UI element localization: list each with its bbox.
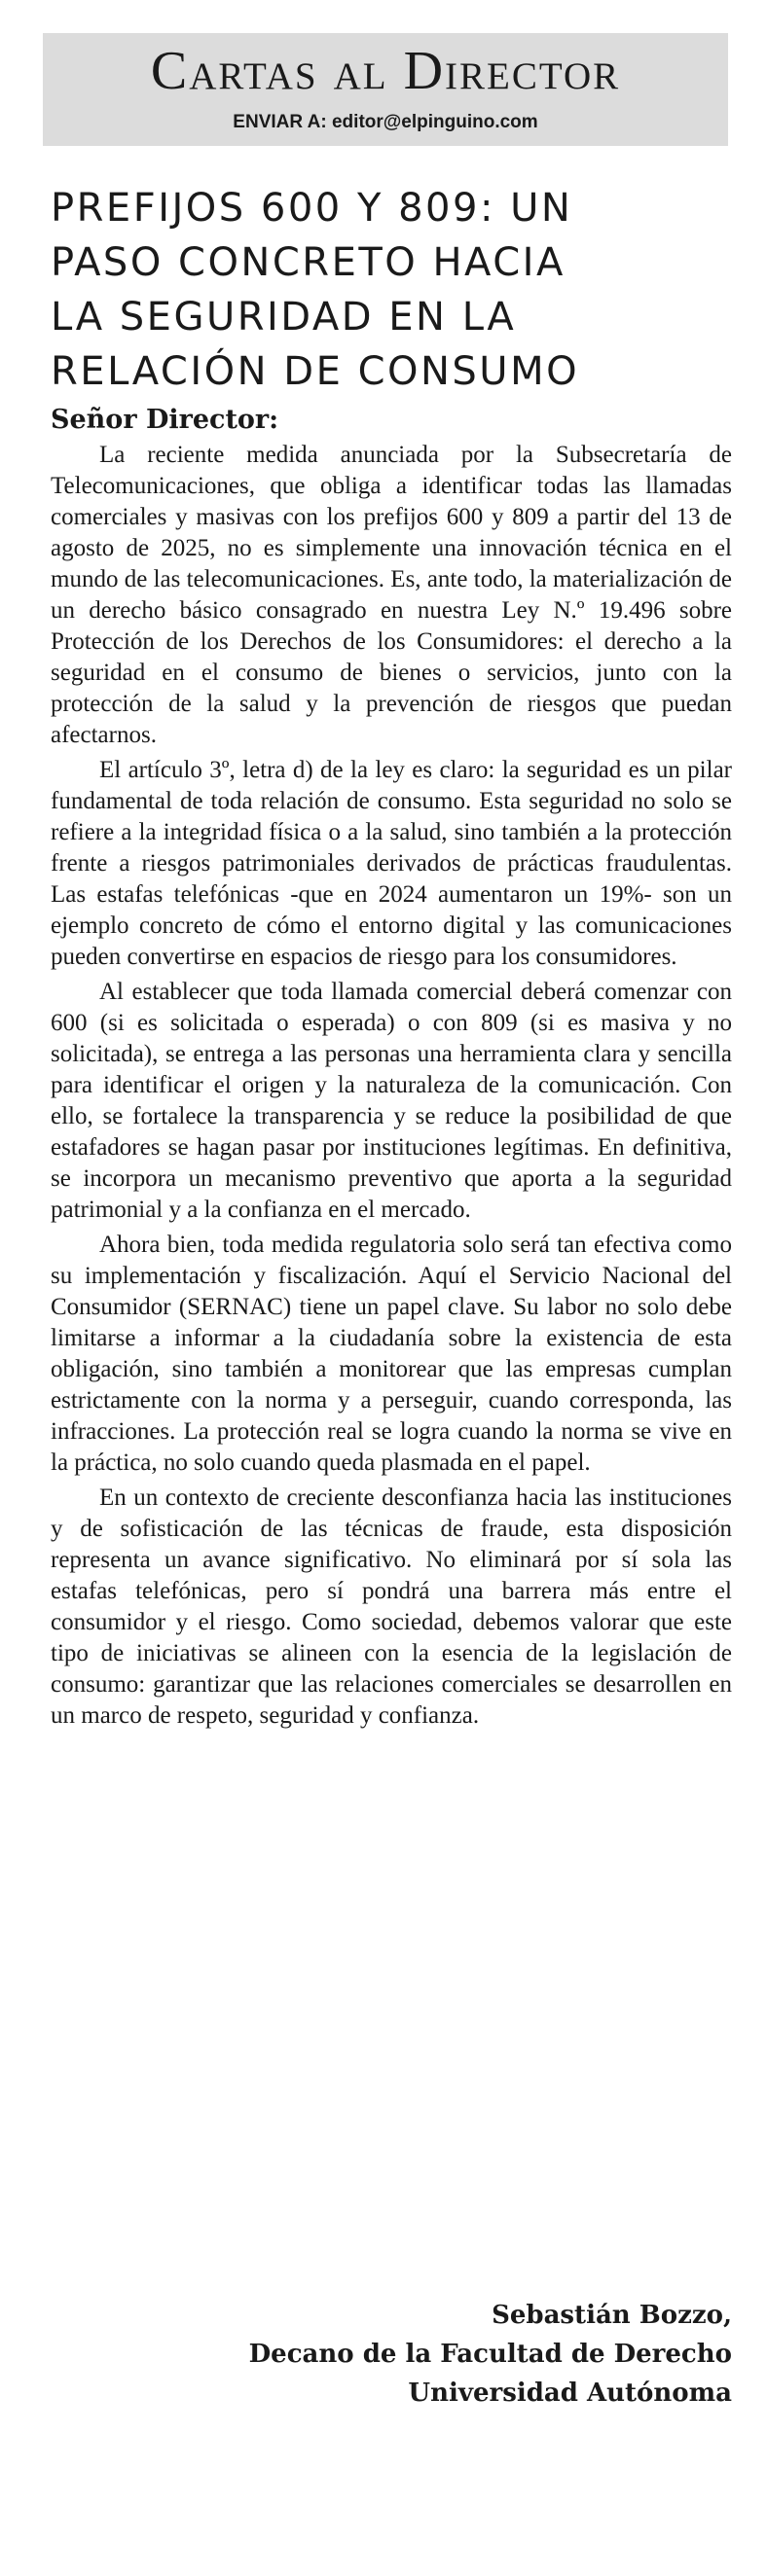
paragraph: La reciente medida anunciada por la Subsecretaría de Telecomunicaciones, que obliga a identificar todas las llamadas comerciales y masivas con los prefijos 600 y 809 a partir del 13 de agosto de 2025, no es simplemente una innovación técnica en el mundo de las telecomunicaciones. Es, ante todo, la materialización de un derecho básico consagrado en nuestra Ley N.º 19.496 sobre Protección de los Derechos de los Consumidores: el derecho a la seguridad en el consumo de bienes o servicios, junto con la protección de la salud y la prevención de riesgos que puedan afectarnos. — [51, 442, 732, 748]
paragraph: Ahora bien, toda medida regulatoria solo será tan efectiva como su implementación y fiscalización. Aquí el Servicio Nacional del Consumidor (SERNAC) tiene un papel clave. Su labor no solo debe limitarse a informar a la ciudadanía sobre la existencia de esta obligación, sino también a monitorear que las empresas cumplan estrictamente con la norma y a perseguir, cuando corresponda, las infracciones. La protección real se logra cuando la norma se vive en la práctica, no solo cuando queda plasmada en el papel. — [51, 1232, 732, 1476]
headline — [51, 181, 732, 399]
headline-line: PASO CONCRETO HACIA — [51, 240, 566, 285]
letter-body — [51, 440, 732, 1735]
signature — [249, 2296, 732, 2413]
headline-line: LA SEGURIDAD EN LA — [51, 295, 517, 340]
paragraph: El artículo 3º, letra d) de la ley es claro: la seguridad es un pilar fundamental de toda relación de consumo. Esta seguridad no solo se refiere a la integridad física o a la salud, sino también a la protección frente a riesgos patrimoniales derivados de prácticas fraudulentas. Las estafas telefónicas -que en 2024 aumentaron un 19%- son un ejemplo concreto de cómo el entorno digital y las comunicaciones pueden convertirse en espacios de riesgo para los consumidores. — [51, 757, 732, 970]
section-header — [43, 33, 728, 146]
signature-title: Decano de la Facultad de Derecho — [248, 2340, 732, 2369]
signature-name: Sebastián Bozzo, — [492, 2301, 732, 2330]
headline-line: PREFIJOS 600 Y 809: UN — [51, 186, 573, 231]
signature-institution: Universidad Autónoma — [408, 2379, 732, 2408]
section-title: Cartas al Director — [150, 41, 621, 101]
send-to-email: ENVIAR A: editor@elpinguino.com — [233, 112, 538, 132]
paragraph: En un contexto de creciente desconfianza hacia las instituciones y de sofisticación de las técnicas de fraude, esta disposición representa un avance significativo. No eliminará por sí sola las estafas telefónicas, pero sí pondrá una barrera más entre el consumidor y el riesgo. Como sociedad, debemos valorar que este tipo de iniciativas se alineen con la esencia de la legislación de consumo: garantizar que las relaciones comerciales se desarrollen en un marco de respeto, seguridad y confianza. — [51, 1485, 732, 1729]
paragraph: Al establecer que toda llamada comercial deberá comenzar con 600 (si es solicitada o esperada) o con 809 (si es masiva y no solicitada), se entrega a las personas una herramienta clara y sencilla para identificar el origen y la naturaleza de la comunicación. Con ello, se fortalece la transparencia y se reduce la posibilidad de que estafadores se hagan pasar por instituciones legítimas. En definitiva, se incorpora un mecanismo preventivo que aporta a la seguridad patrimonial y a la confianza en el mercado. — [51, 979, 732, 1223]
headline-line: RELACIÓN DE CONSUMO — [51, 349, 580, 394]
salutation: Señor Director: — [51, 405, 279, 435]
